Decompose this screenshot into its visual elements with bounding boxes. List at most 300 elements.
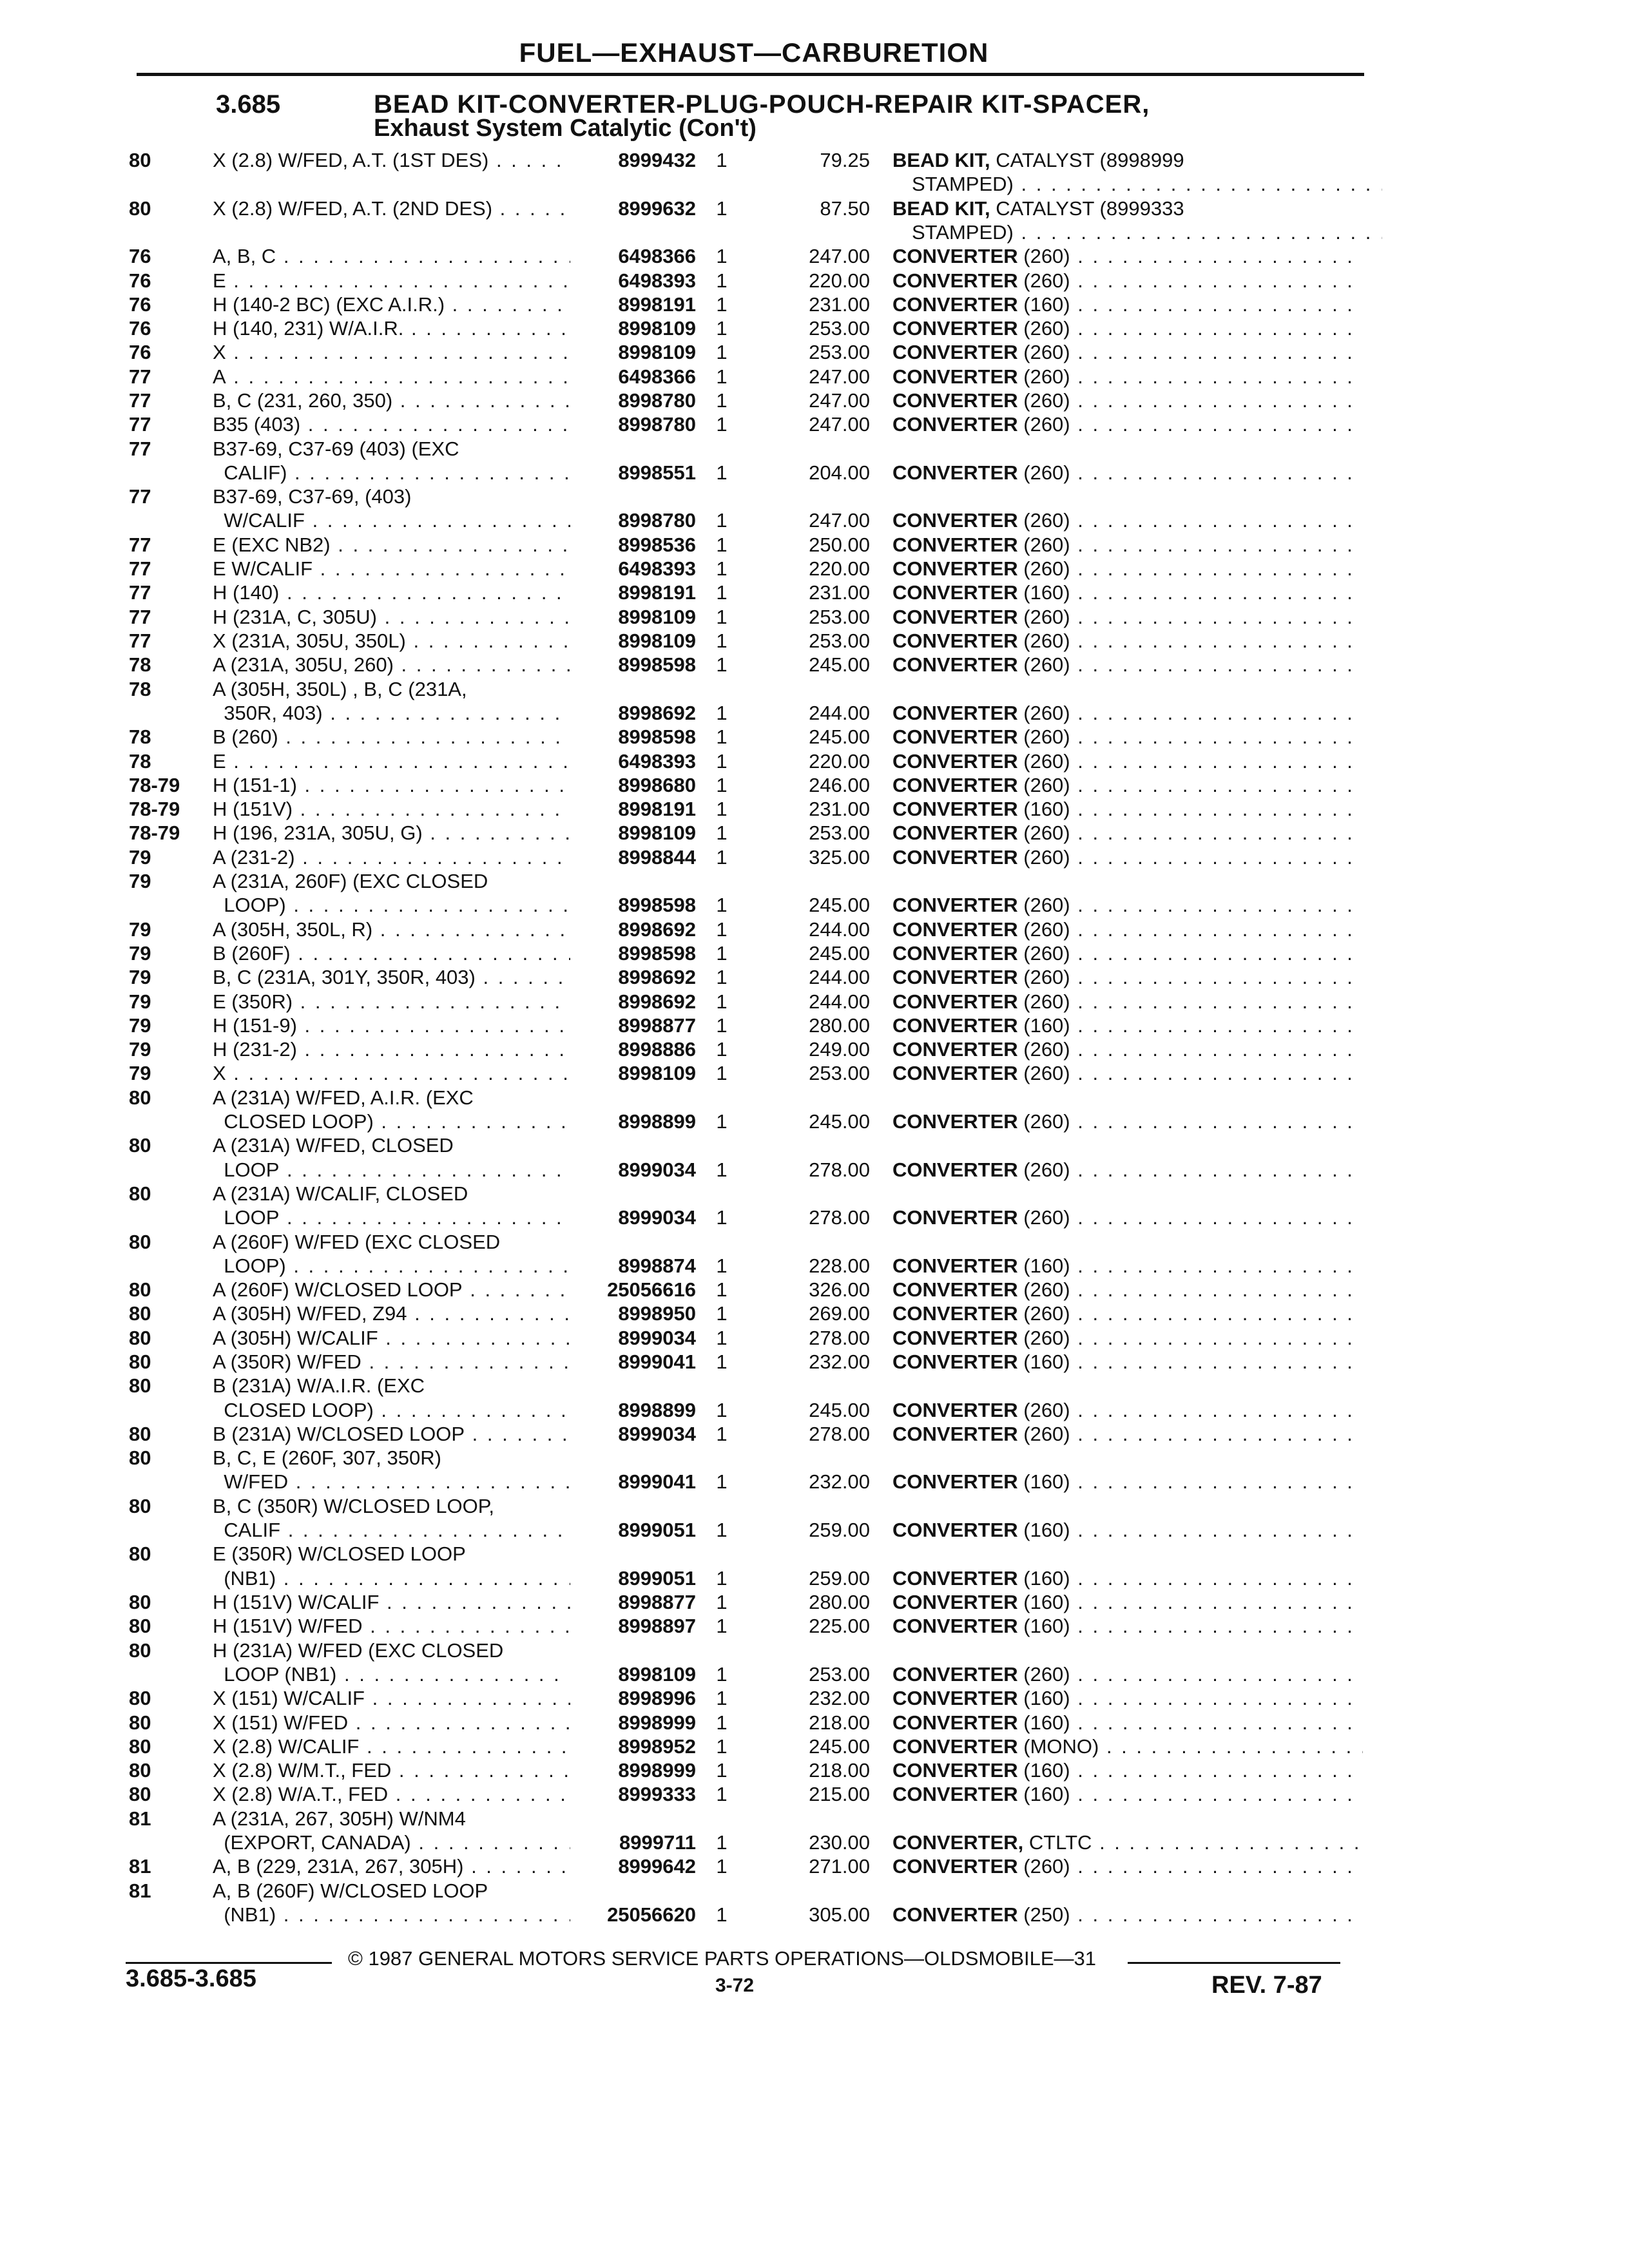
row-quantity: 1: [716, 533, 728, 556]
row-part-name-main: CONVERTER: [892, 365, 1018, 388]
row-description-cont: W/FED . . .: [213, 1470, 570, 1494]
table-row: [0, 869, 1629, 917]
row-description: H (151V) W/CALIF . . .: [213, 1590, 570, 1614]
row-quantity: 1: [716, 1759, 728, 1782]
row-part-name-main: CONVERTER: [892, 1662, 1018, 1686]
row-description: B35 (403) . . .: [213, 412, 570, 436]
table-row: [0, 1446, 1629, 1494]
row-year: 77: [129, 557, 151, 581]
row-part-name-main: CONVERTER: [892, 245, 1018, 268]
row-price: 271.00: [809, 1855, 870, 1878]
row-price: 245.00: [809, 1735, 870, 1758]
row-quantity: 1: [716, 197, 728, 220]
row-year: 80: [129, 1735, 151, 1758]
row-description-cont: CALIF) . . .: [213, 461, 570, 485]
row-part-name: [892, 893, 1363, 917]
row-part-name: [892, 1903, 1363, 1927]
row-part-name-main: CONVERTER: [892, 1422, 1018, 1445]
footer-rule-right: [1128, 1962, 1340, 1964]
row-part-name: [892, 1711, 1363, 1735]
row-year: 79: [129, 1014, 151, 1037]
row-description: A (350R) W/FED . . .: [213, 1350, 570, 1374]
row-part-name-detail: (260): [1017, 1206, 1070, 1229]
table-row: [0, 1639, 1629, 1686]
row-part-number: 8998886: [618, 1038, 696, 1061]
row-part-name-detail: CATALYST (8999333: [990, 197, 1184, 220]
row-part-name-detail: (260): [1017, 1278, 1070, 1302]
row-part-number: 8999642: [618, 1855, 696, 1878]
row-part-name-detail: (160): [1017, 1254, 1070, 1277]
row-description: A (305H) W/FED, Z94 . . .: [213, 1302, 570, 1325]
row-part-number: 8998109: [618, 822, 696, 845]
row-quantity: 1: [716, 365, 728, 388]
row-part-number: 8998109: [618, 317, 696, 340]
row-quantity: 1: [716, 1302, 728, 1325]
row-quantity: 1: [716, 1519, 728, 1542]
row-part-name: [892, 941, 1363, 965]
row-part-number: 8998874: [618, 1254, 696, 1277]
row-price: 231.00: [809, 798, 870, 821]
row-part-name-detail: (260): [1017, 749, 1070, 773]
row-part-name-main: CONVERTER: [892, 293, 1018, 316]
row-price: 278.00: [809, 1326, 870, 1349]
row-part-number: 8999034: [618, 1158, 696, 1181]
row-price: 269.00: [809, 1302, 870, 1325]
row-description: E . . .: [213, 269, 570, 293]
row-description: E (350R) . . .: [213, 990, 570, 1014]
row-year: 79: [129, 870, 151, 892]
row-quantity: 1: [716, 726, 728, 749]
row-part-name-main: CONVERTER: [892, 1062, 1018, 1085]
row-year: 78: [129, 749, 151, 773]
row-part-name: [892, 244, 1363, 268]
row-part-name-main: CONVERTER: [892, 822, 1018, 845]
row-description-cont: (EXPORT, CANADA) . . .: [213, 1831, 570, 1854]
row-part-name: [892, 749, 1363, 773]
row-year: 80: [129, 1422, 151, 1445]
row-price: 204.00: [809, 461, 870, 484]
row-year: 80: [129, 1759, 151, 1782]
row-part-name-main: CONVERTER: [892, 918, 1018, 941]
row-part-name: [892, 918, 1363, 941]
row-part-name-detail: (260): [1017, 918, 1070, 941]
row-part-name-detail: (160): [1017, 581, 1070, 604]
row-price: 247.00: [809, 245, 870, 268]
row-part-name: [892, 1037, 1363, 1061]
row-part-name-main: CONVERTER: [892, 413, 1018, 436]
row-part-name-detail: (260): [1017, 822, 1070, 845]
row-description: X (151) W/CALIF . . .: [213, 1686, 570, 1710]
table-row: [0, 1494, 1629, 1542]
row-part-number: 8999041: [618, 1470, 696, 1494]
row-part-number: 8998191: [618, 798, 696, 821]
row-description: X (231A, 305U, 350L) . . .: [213, 629, 570, 653]
row-part-name: [892, 1854, 1363, 1878]
row-part-name-main: CONVERTER: [892, 1206, 1018, 1229]
row-part-name-main: CONVERTER: [892, 1158, 1018, 1181]
row-part-number: 8998897: [618, 1615, 696, 1638]
row-price: 253.00: [809, 341, 870, 364]
row-part-number: 8999432: [618, 149, 696, 171]
row-description: X . . .: [213, 340, 570, 364]
row-price: 278.00: [809, 1206, 870, 1229]
row-description-cont: LOOP (NB1) . . .: [213, 1662, 570, 1686]
row-year: 80: [129, 1687, 151, 1710]
row-quantity: 1: [716, 1735, 728, 1758]
table-row: [0, 1807, 1629, 1854]
row-part-name-main: CONVERTER: [892, 629, 1018, 652]
row-quantity: 1: [716, 149, 728, 171]
row-description: X . . .: [213, 1061, 570, 1085]
row-part-name: [892, 1302, 1363, 1325]
row-part-name: [892, 821, 1363, 845]
row-year: 79: [129, 1038, 151, 1061]
row-part-name-detail: (260): [1017, 389, 1070, 412]
row-price: 244.00: [809, 966, 870, 989]
table-row: [0, 1133, 1629, 1181]
row-price: 250.00: [809, 533, 870, 556]
row-part-name-main: CONVERTER: [892, 845, 1018, 869]
row-part-name-cont: STAMPED) . . .: [892, 220, 1382, 244]
row-part-name-detail: (160): [1017, 1014, 1070, 1037]
row-price: 253.00: [809, 605, 870, 628]
row-year: 80: [129, 1326, 151, 1349]
row-part-number: 6498393: [618, 269, 696, 292]
row-year: 80: [129, 1542, 151, 1566]
row-part-name-detail: (160): [1017, 798, 1070, 821]
row-part-name-detail: (160): [1017, 1350, 1070, 1373]
row-part-name-main: CONVERTER: [892, 1903, 1018, 1926]
row-description-cont: (NB1) . . .: [213, 1566, 570, 1590]
row-part-number: 8999632: [618, 197, 696, 220]
row-quantity: 1: [716, 389, 728, 412]
row-part-name: [892, 533, 1363, 557]
row-quantity: 1: [716, 1062, 728, 1085]
row-description-cont: CLOSED LOOP) . . .: [213, 1398, 570, 1422]
row-quantity: 1: [716, 1591, 728, 1613]
row-quantity: 1: [716, 317, 728, 340]
row-price: 253.00: [809, 629, 870, 652]
row-description: A (231A, 267, 305H) W/NM4: [213, 1807, 466, 1830]
row-quantity: 1: [716, 461, 728, 484]
row-part-name-main: CONVERTER: [892, 509, 1018, 532]
row-part-name-detail: (260): [1017, 509, 1070, 532]
row-part-number: 8998109: [618, 341, 696, 364]
row-part-name-main: CONVERTER: [892, 1687, 1018, 1710]
row-year: 80: [129, 1494, 151, 1517]
row-part-name-detail: (160): [1017, 1591, 1070, 1613]
row-description: B (260F) . . .: [213, 941, 570, 965]
row-quantity: 1: [716, 1662, 728, 1686]
row-price: 225.00: [809, 1615, 870, 1638]
row-price: 245.00: [809, 894, 870, 917]
row-part-name-main: BEAD KIT,: [892, 149, 990, 171]
row-part-name-detail: (260): [1017, 269, 1070, 292]
row-part-name-detail: (260): [1017, 533, 1070, 556]
row-year: 77: [129, 533, 151, 556]
row-part-name: [892, 197, 1363, 220]
row-price: 232.00: [809, 1350, 870, 1373]
row-quantity: 1: [716, 1326, 728, 1349]
row-year: 78-79: [129, 798, 180, 821]
row-price: 232.00: [809, 1687, 870, 1710]
row-price: 215.00: [809, 1783, 870, 1806]
row-part-name-detail: (160): [1017, 1759, 1070, 1782]
row-description-cont: CALIF . . .: [213, 1518, 570, 1542]
row-part-name: [892, 1735, 1363, 1758]
row-description: A . . .: [213, 365, 570, 389]
row-price: 232.00: [809, 1470, 870, 1494]
row-part-name: [892, 1110, 1363, 1133]
row-part-name-main: CONVERTER: [892, 1519, 1018, 1542]
row-quantity: 1: [716, 1110, 728, 1133]
row-part-name-detail: (260): [1017, 845, 1070, 869]
row-part-name: [892, 1590, 1363, 1614]
row-year: 80: [129, 197, 151, 220]
row-year: 80: [129, 1446, 151, 1470]
row-part-number: 8999333: [618, 1783, 696, 1806]
row-description: B37-69, C37-69, (403): [213, 485, 412, 508]
row-quantity: 1: [716, 341, 728, 364]
row-year: 80: [129, 1134, 151, 1157]
row-price: 326.00: [809, 1278, 870, 1302]
row-quantity: 1: [716, 557, 728, 581]
row-part-name-main: CONVERTER,: [892, 1831, 1024, 1854]
row-quantity: 1: [716, 653, 728, 677]
row-year: 80: [129, 1278, 151, 1302]
row-year: 80: [129, 1615, 151, 1638]
row-price: 259.00: [809, 1519, 870, 1542]
row-part-number: 6498393: [618, 749, 696, 773]
row-year: 78: [129, 653, 151, 677]
row-part-name-detail: (160): [1017, 293, 1070, 316]
table-row: [0, 148, 1629, 196]
row-part-name-detail: (260): [1017, 773, 1070, 796]
row-part-name-main: CONVERTER: [892, 461, 1018, 484]
row-year: 77: [129, 437, 151, 460]
row-part-number: 6498366: [618, 365, 696, 388]
row-part-name-main: CONVERTER: [892, 701, 1018, 724]
row-description: B (231A) W/A.I.R. (EXC: [213, 1374, 425, 1398]
row-quantity: 1: [716, 1566, 728, 1590]
row-price: 253.00: [809, 1662, 870, 1686]
row-price: 228.00: [809, 1254, 870, 1277]
row-part-name-main: CONVERTER: [892, 1302, 1018, 1325]
row-year: 79: [129, 845, 151, 869]
row-part-name-detail: (260): [1017, 245, 1070, 268]
row-part-number: 25056616: [607, 1278, 696, 1302]
row-part-number: 8998950: [618, 1302, 696, 1325]
row-quantity: 1: [716, 1422, 728, 1445]
row-part-number: 8998551: [618, 461, 696, 484]
row-description-cont: LOOP . . .: [213, 1158, 570, 1182]
row-part-number: 8998899: [618, 1398, 696, 1421]
row-description: H (151V) . . .: [213, 797, 570, 821]
row-description-cont: W/CALIF . . .: [213, 508, 570, 532]
row-price: 247.00: [809, 509, 870, 532]
row-part-name-main: CONVERTER: [892, 894, 1018, 917]
row-description: E . . .: [213, 749, 570, 773]
row-quantity: 1: [716, 509, 728, 532]
row-part-name-main: CONVERTER: [892, 1110, 1018, 1133]
row-part-name-main: CONVERTER: [892, 798, 1018, 821]
row-part-name: [892, 461, 1363, 485]
row-part-name-detail: (260): [1017, 1855, 1070, 1878]
row-description: X (2.8) W/A.T., FED . . .: [213, 1782, 570, 1806]
row-price: 245.00: [809, 653, 870, 677]
row-part-name-main: CONVERTER: [892, 653, 1018, 677]
footer-rule-left: [126, 1962, 332, 1964]
row-part-number: 8998598: [618, 941, 696, 965]
row-quantity: 1: [716, 293, 728, 316]
row-part-name-main: CONVERTER: [892, 1038, 1018, 1061]
row-part-name-main: CONVERTER: [892, 389, 1018, 412]
row-part-name: [892, 365, 1363, 389]
footer-copyright: © 1987 GENERAL MOTORS SERVICE PARTS OPERATIONS—OLDSMOBILE—31: [348, 1947, 1097, 1970]
row-part-number: 8999041: [618, 1350, 696, 1373]
row-part-name: [892, 1061, 1363, 1085]
row-part-name-detail: CATALYST (8998999: [990, 149, 1184, 171]
row-part-number: 8999034: [618, 1422, 696, 1445]
row-price: 220.00: [809, 269, 870, 292]
row-price: 259.00: [809, 1566, 870, 1590]
row-year: 76: [129, 269, 151, 292]
row-part-name-main: CONVERTER: [892, 557, 1018, 581]
row-part-name: [892, 269, 1363, 293]
row-quantity: 1: [716, 1254, 728, 1277]
row-part-number: 8998780: [618, 389, 696, 412]
row-price: 278.00: [809, 1422, 870, 1445]
row-price: 79.25: [820, 149, 870, 171]
row-description: A (260F) W/FED (EXC CLOSED: [213, 1230, 501, 1253]
row-quantity: 1: [716, 413, 728, 436]
row-part-name-detail: (260): [1017, 1110, 1070, 1133]
row-description: X (2.8) W/M.T., FED . . .: [213, 1758, 570, 1782]
row-quantity: 1: [716, 1158, 728, 1181]
row-year: 77: [129, 389, 151, 412]
row-description: H (140) . . .: [213, 581, 570, 604]
row-part-name-main: CONVERTER: [892, 1759, 1018, 1782]
row-part-name-main: CONVERTER: [892, 749, 1018, 773]
row-price: 253.00: [809, 1062, 870, 1085]
row-part-number: 8999034: [618, 1326, 696, 1349]
row-quantity: 1: [716, 605, 728, 628]
row-quantity: 1: [716, 581, 728, 604]
row-quantity: 1: [716, 1350, 728, 1373]
row-price: 253.00: [809, 822, 870, 845]
row-year: 80: [129, 1182, 151, 1205]
row-part-name-detail: (MONO): [1017, 1735, 1099, 1758]
row-part-name: [892, 773, 1363, 797]
table-row: [0, 1542, 1629, 1590]
row-part-name: [892, 1758, 1363, 1782]
row-description: B, C, E (260F, 307, 350R): [213, 1446, 441, 1470]
row-price: 246.00: [809, 773, 870, 796]
header-rule: [137, 73, 1364, 76]
row-part-name: [892, 1566, 1363, 1590]
row-part-name: [892, 965, 1363, 989]
row-year: 80: [129, 1783, 151, 1806]
row-quantity: 1: [716, 749, 728, 773]
row-quantity: 1: [716, 1278, 728, 1302]
row-description: A (231A, 260F) (EXC CLOSED: [213, 870, 488, 892]
row-year: 76: [129, 293, 151, 316]
row-part-name: [892, 412, 1363, 436]
row-part-number: 6498393: [618, 557, 696, 581]
row-part-number: 8998598: [618, 726, 696, 749]
row-year: 81: [129, 1855, 151, 1878]
row-part-number: 8998952: [618, 1735, 696, 1758]
row-year: 77: [129, 365, 151, 388]
row-quantity: 1: [716, 798, 728, 821]
row-quantity: 1: [716, 269, 728, 292]
row-part-number: 8998999: [618, 1759, 696, 1782]
row-price: 244.00: [809, 918, 870, 941]
row-part-name: [892, 1470, 1363, 1494]
row-description: E (350R) W/CLOSED LOOP: [213, 1542, 466, 1566]
row-part-name-detail: (260): [1017, 1398, 1070, 1421]
row-part-name-detail: (160): [1017, 1711, 1070, 1734]
row-year: 77: [129, 581, 151, 604]
row-price: 247.00: [809, 389, 870, 412]
footer-revision: REV. 7-87: [1211, 1972, 1322, 1999]
row-part-number: 8998692: [618, 918, 696, 941]
row-part-name: [892, 1831, 1363, 1854]
row-description: X (2.8) W/CALIF . . .: [213, 1735, 570, 1758]
row-part-number: 8999051: [618, 1566, 696, 1590]
row-description: H (231A, C, 305U) . . .: [213, 605, 570, 629]
row-quantity: 1: [716, 1903, 728, 1926]
row-price: 278.00: [809, 1158, 870, 1181]
row-part-name-detail: (260): [1017, 1326, 1070, 1349]
row-part-name-main: CONVERTER: [892, 726, 1018, 749]
row-part-name: [892, 605, 1363, 629]
row-price: 231.00: [809, 293, 870, 316]
row-part-name: [892, 148, 1363, 172]
row-part-number: 8999034: [618, 1206, 696, 1229]
row-part-number: 8998680: [618, 773, 696, 796]
row-part-name-main: CONVERTER: [892, 966, 1018, 989]
table-row: [0, 677, 1629, 725]
row-year: 78: [129, 677, 151, 700]
row-part-name: [892, 557, 1363, 581]
row-part-name-detail: (260): [1017, 726, 1070, 749]
row-year: 79: [129, 966, 151, 989]
row-year: 77: [129, 485, 151, 508]
row-year: 81: [129, 1807, 151, 1830]
table-row: [0, 437, 1629, 485]
row-quantity: 1: [716, 941, 728, 965]
row-part-name-main: CONVERTER: [892, 990, 1018, 1013]
row-year: 78-79: [129, 773, 180, 796]
row-part-name-main: CONVERTER: [892, 581, 1018, 604]
row-description: H (140, 231) W/A.I.R. . . .: [213, 316, 570, 340]
row-part-number: 8998109: [618, 629, 696, 652]
row-part-name-detail: (260): [1017, 1302, 1070, 1325]
row-price: 325.00: [809, 845, 870, 869]
row-part-name-detail: (260): [1017, 990, 1070, 1013]
row-year: 80: [129, 1591, 151, 1613]
row-part-name: [892, 1662, 1363, 1686]
row-description: A, B, C . . .: [213, 244, 570, 268]
row-part-name-main: CONVERTER: [892, 1566, 1018, 1590]
section-title: BEAD KIT-CONVERTER-PLUG-POUCH-REPAIR KIT-SPACER,: [374, 90, 1150, 119]
row-part-number: 8998996: [618, 1687, 696, 1710]
row-part-name-main: CONVERTER: [892, 1278, 1018, 1302]
row-year: 81: [129, 1879, 151, 1902]
row-description: A (305H) W/CALIF . . .: [213, 1326, 570, 1350]
row-part-name: [892, 508, 1363, 532]
